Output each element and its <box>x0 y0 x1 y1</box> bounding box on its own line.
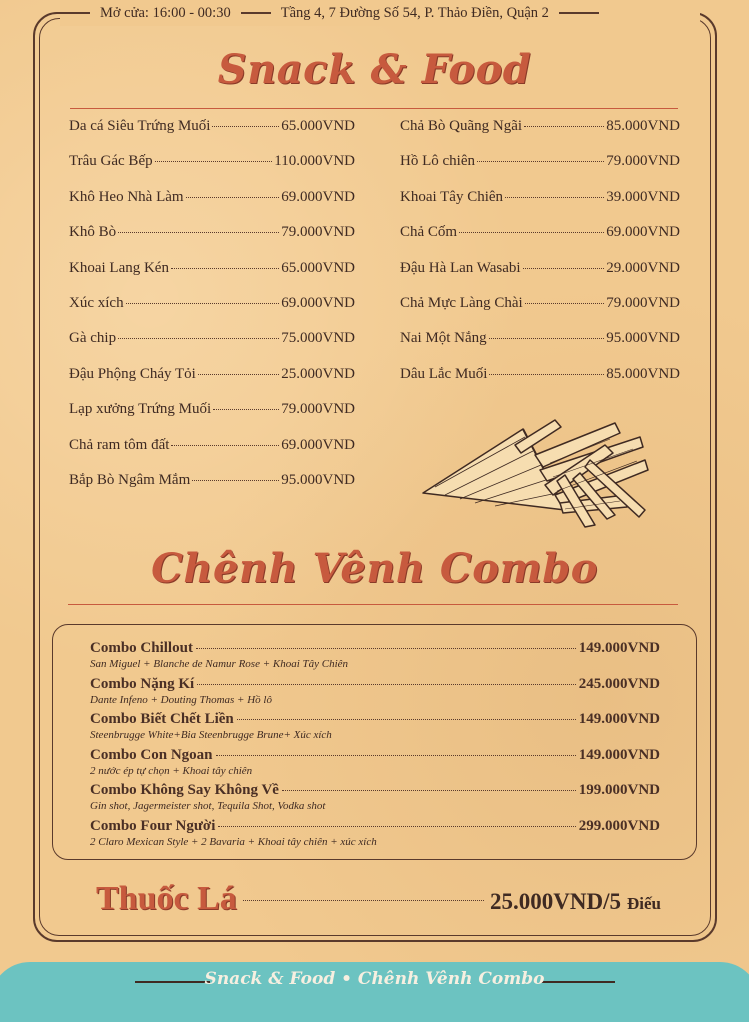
footer-text: Snack & Food • Chênh Vênh Combo <box>204 969 545 989</box>
combo-price: 149.000VND <box>578 746 660 763</box>
header-rule-left <box>60 12 90 14</box>
menu-item-price: 79.000VND <box>281 224 355 241</box>
menu-item-name: Nai Một Nắng <box>400 330 487 347</box>
menu-item-price: 79.000VND <box>606 294 680 311</box>
menu-item-name: Khô Heo Nhà Làm <box>69 188 184 205</box>
menu-item <box>69 366 355 401</box>
combo-row <box>90 747 660 764</box>
menu-item <box>400 260 680 295</box>
leader-dots <box>525 303 605 304</box>
combo-name: Combo Biết Chết Liền <box>90 711 234 727</box>
menu-item <box>69 401 355 436</box>
combo-description: 2 Claro Mexican Style + 2 Bavaria + Khoai tây chiên + xúc xích <box>90 835 377 848</box>
menu-item-name: Dâu Lắc Muối <box>400 365 488 382</box>
leader-dots <box>459 232 604 233</box>
menu-item-price: 69.000VND <box>281 294 355 311</box>
menu-item <box>400 189 680 224</box>
combo-price: 199.000VND <box>578 782 660 798</box>
combo-price: 245.000VND <box>578 675 660 692</box>
leader-dots <box>118 338 279 339</box>
leader-dots <box>218 826 575 827</box>
combo-item <box>90 747 660 783</box>
menu-item-name: Hồ Lô chiên <box>400 153 475 170</box>
menu-item-name: Khoai Lang Kén <box>69 259 169 276</box>
combo-name: Combo Không Say Không Về <box>90 782 279 798</box>
menu-item <box>69 224 355 259</box>
combo-name: Combo Chillout <box>90 640 193 656</box>
combo-item <box>90 818 660 854</box>
menu-item-price: 95.000VND <box>281 471 355 488</box>
menu-item-name: Khô Bò <box>69 224 117 241</box>
menu-item-name: Gà chip <box>69 330 117 347</box>
snack-title: Snack & Food <box>217 46 532 93</box>
menu-item-price: 75.000VND <box>281 330 355 347</box>
address: Tầng 4, 7 Đường Số 54, P. Thảo Điền, Quận 2 <box>280 4 549 21</box>
header-rule-middle <box>241 12 271 14</box>
leader-dots <box>198 374 279 375</box>
menu-item <box>400 366 680 401</box>
menu-item <box>400 330 680 365</box>
menu-item <box>69 189 355 224</box>
menu-item <box>400 118 680 153</box>
menu-item <box>400 224 680 259</box>
leader-dots <box>126 303 280 304</box>
opening-hours: Mở cửa: 16:00 - 00:30 <box>100 4 231 21</box>
leader-dots <box>196 648 576 649</box>
menu-item <box>69 295 355 330</box>
menu-item-price: 65.000VND <box>281 259 355 276</box>
menu-item-price: 85.000VND <box>606 365 680 382</box>
tobacco-unit: Điếu <box>627 894 661 913</box>
combo-price: 299.000VND <box>578 817 660 834</box>
leader-dots <box>477 161 604 162</box>
leader-dots <box>243 900 484 901</box>
leader-dots <box>171 268 279 269</box>
leader-dots <box>505 197 604 198</box>
combo-description: Dante Infeno + Douting Thomas + Hồ lô <box>90 693 272 706</box>
leader-dots <box>524 126 604 127</box>
leader-dots <box>197 684 576 685</box>
leader-dots <box>155 161 273 162</box>
leader-dots <box>216 755 576 756</box>
menu-item-name: Trâu Gác Bếp <box>69 153 153 170</box>
tobacco-price: 25.000VND/5 <box>490 889 621 914</box>
combo-item <box>90 711 660 747</box>
leader-dots <box>489 374 604 375</box>
tobacco-row <box>96 880 661 918</box>
menu-item-price: 69.000VND <box>606 224 680 241</box>
menu-item-name: Đậu Hà Lan Wasabi <box>400 259 521 276</box>
menu-item-price: 29.000VND <box>606 259 680 276</box>
leader-dots <box>489 338 605 339</box>
combo-name: Combo Con Ngoan <box>90 746 213 763</box>
menu-item-name: Khoai Tây Chiên <box>400 188 504 205</box>
menu-item-price: 69.000VND <box>281 436 355 453</box>
menu-item-name: Chả Bò Quãng Ngãi <box>400 118 523 134</box>
combo-divider <box>68 604 678 605</box>
menu-item <box>69 118 355 153</box>
combo-price: 149.000VND <box>578 640 660 656</box>
menu-item <box>400 295 680 330</box>
combo-name: Combo Four Người <box>90 817 216 834</box>
header-rule-right <box>559 12 599 14</box>
leader-dots <box>237 719 576 720</box>
menu-item <box>69 330 355 365</box>
menu-item <box>69 153 355 188</box>
menu-item-name: Chả Cốm <box>400 224 458 241</box>
combo-description: Steenbrugge White+Bia Steenbrugge Brune+ Xúc xích <box>90 729 332 741</box>
menu-item-price: 69.000VND <box>281 188 355 205</box>
menu-item <box>69 260 355 295</box>
combo-item <box>90 640 660 676</box>
menu-item-price: 95.000VND <box>606 330 680 347</box>
snack-list-left <box>69 118 355 507</box>
leader-dots <box>171 445 279 446</box>
snack-divider <box>70 108 678 109</box>
leader-dots <box>282 790 576 791</box>
menu-item-name: Lạp xưởng Trứng Muối <box>69 401 212 418</box>
menu-item-name: Xúc xích <box>69 294 124 311</box>
leader-dots <box>213 409 279 410</box>
french-fries-cone-icon <box>415 415 650 530</box>
menu-item <box>69 437 355 472</box>
combo-row <box>90 711 660 728</box>
combo-row <box>90 640 660 657</box>
snack-list-right <box>400 118 680 401</box>
menu-item-price: 79.000VND <box>281 401 355 418</box>
leader-dots <box>523 268 605 269</box>
combo-list <box>90 640 660 853</box>
menu-item-name: Chả ram tôm đất <box>69 436 170 453</box>
menu-item-price: 85.000VND <box>606 118 680 134</box>
menu-item-price: 65.000VND <box>281 118 355 134</box>
combo-row <box>90 676 660 693</box>
leader-dots <box>118 232 279 233</box>
combo-name: Combo Nặng Kí <box>90 675 195 692</box>
leader-dots <box>192 480 279 481</box>
menu-item-name: Bắp Bò Ngâm Mắm <box>69 471 191 488</box>
menu-item-price: 110.000VND <box>274 153 355 170</box>
combo-item <box>90 782 660 818</box>
menu-item-price: 39.000VND <box>606 188 680 205</box>
combo-item <box>90 676 660 712</box>
menu-item-name: Đậu Phộng Cháy Tỏi <box>69 365 196 382</box>
combo-title: Chênh Vênh Combo <box>151 545 598 592</box>
combo-price: 149.000VND <box>578 711 660 727</box>
header-bar <box>60 0 700 26</box>
menu-item <box>69 472 355 507</box>
combo-description: Gin shot, Jagermeister shot, Tequila Shot, Vodka shot <box>90 800 326 812</box>
menu-item-name: Da cá Siêu Trứng Muối <box>69 118 211 134</box>
leader-dots <box>186 197 280 198</box>
combo-description: San Miguel + Blanche de Namur Rose + Khoai Tây Chiên <box>90 658 349 670</box>
menu-item-price: 79.000VND <box>606 153 680 170</box>
tobacco-name: Thuốc Lá <box>96 880 237 917</box>
leader-dots <box>212 126 279 127</box>
combo-row <box>90 782 660 799</box>
menu-item <box>400 153 680 188</box>
combo-description: 2 nước ép tự chọn + Khoai tây chiên <box>90 764 253 777</box>
menu-item-name: Chả Mực Làng Chài <box>400 294 523 311</box>
combo-row <box>90 818 660 835</box>
menu-item-price: 25.000VND <box>281 365 355 382</box>
